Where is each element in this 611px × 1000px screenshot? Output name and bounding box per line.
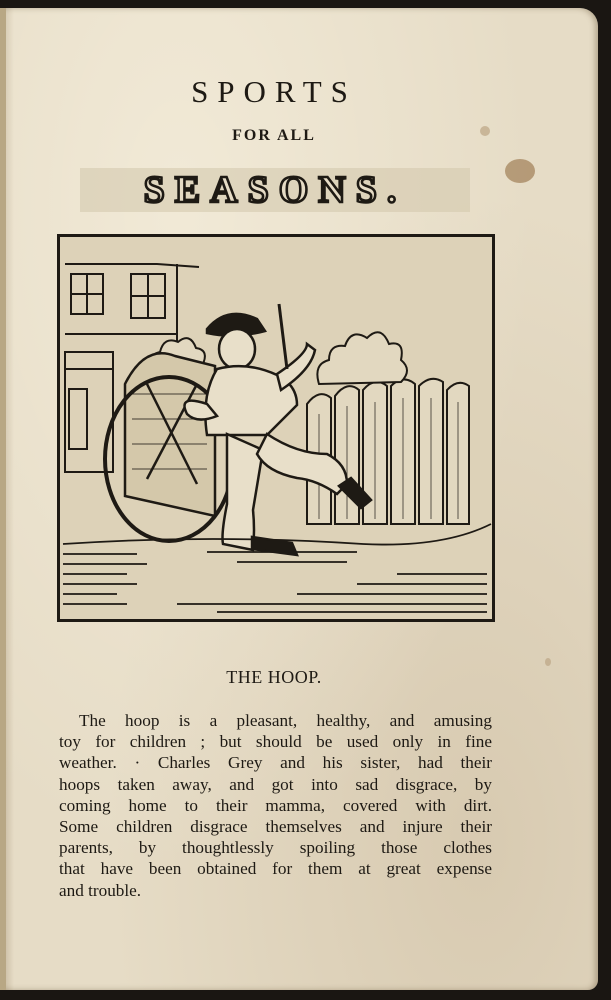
text-line: Some children disgrace themselves and injure their [59,817,492,837]
chapter-text [59,710,492,901]
title-line-2: FOR ALL [232,127,316,144]
title-line-1: SPORTS [191,74,357,109]
text-line: The hoop is a pleasant, healthy, and amusing [79,711,492,730]
text-line: that have been obtained for them at great expense [59,859,492,879]
woodcut-illustration [57,234,495,622]
title-line-3: SEASONS. [80,168,470,212]
text-line: hoops taken away, and got into sad disgrace, by [59,774,492,794]
text-line: and trouble. [59,880,142,900]
text-line: parents, by thoughtlessly spoiling those clothes [59,838,492,858]
book-spine-edge [0,8,6,990]
text-line: weather. · Charles Grey and his sister, had their [59,753,492,773]
paper-stain [545,658,551,666]
text-line: coming home to their mamma, covered with dirt. [59,795,492,815]
chapter-heading: THE HOOP. [226,667,322,687]
text-line: toy for children ; but should be used only in fine [59,732,492,752]
paper-stain [505,159,535,183]
